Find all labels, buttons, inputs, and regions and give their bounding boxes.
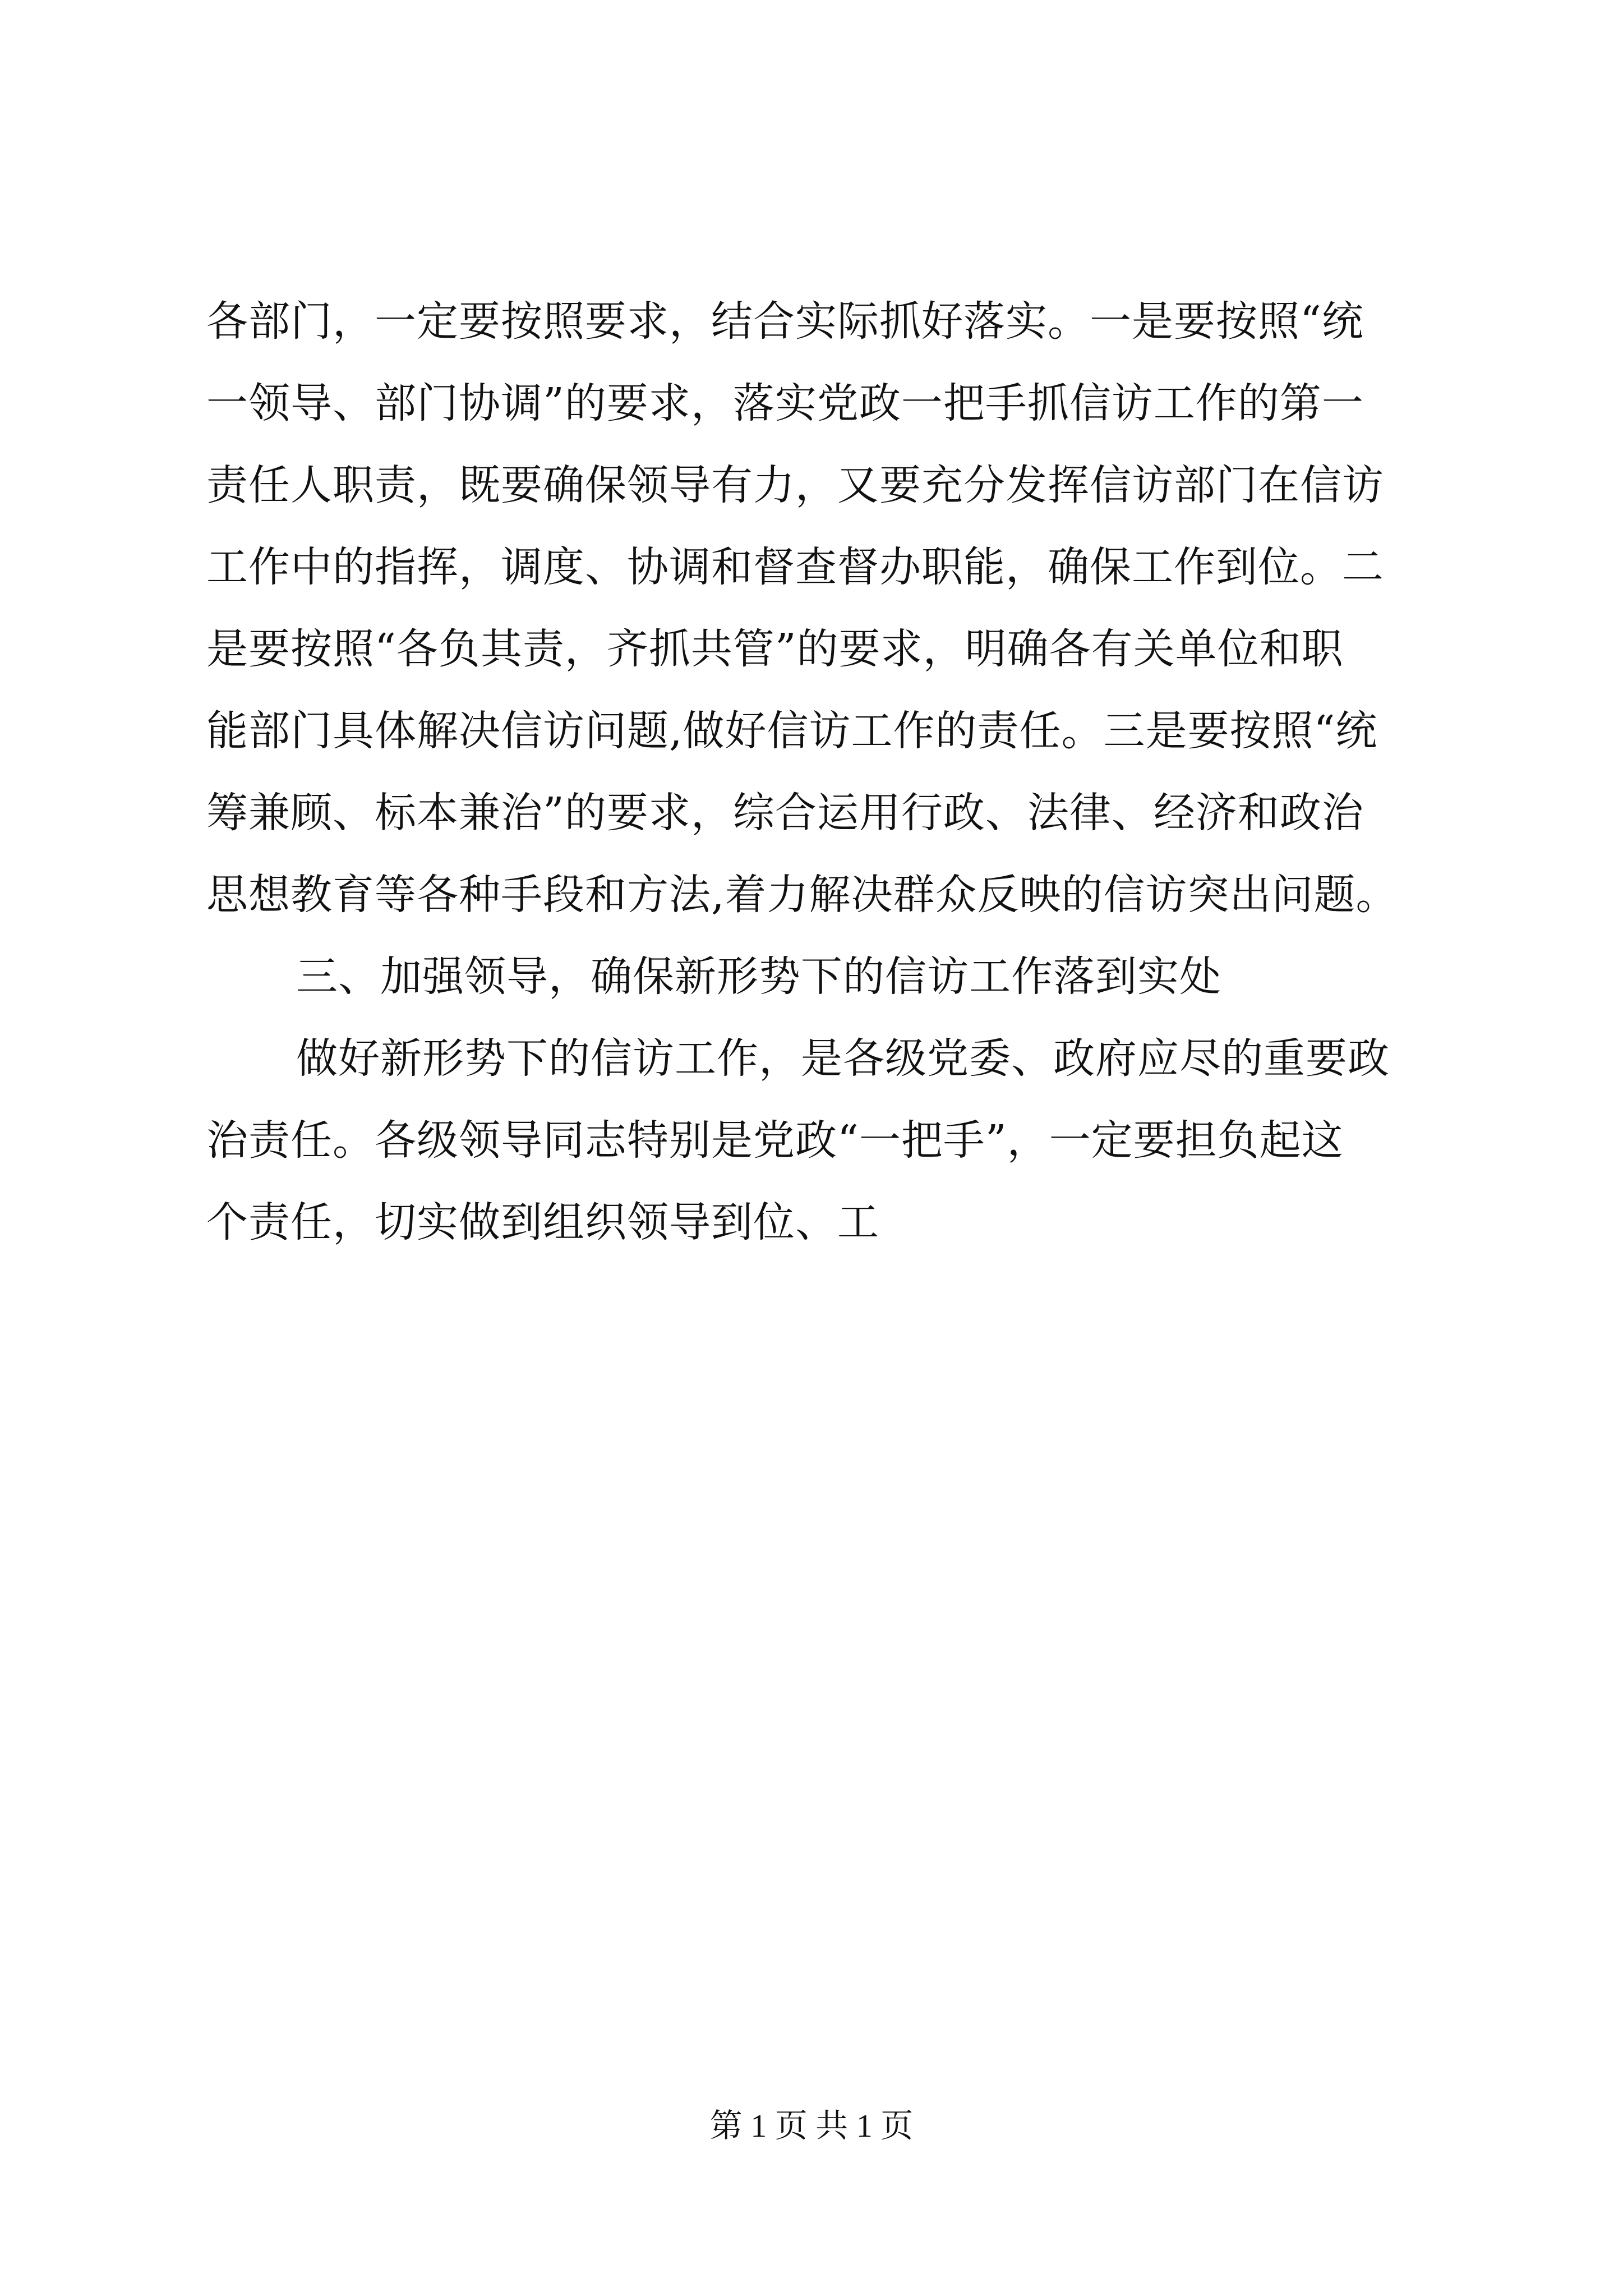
paragraph-line: 各部门，一定要按照要求，结合实际抓好落实。一是要按照“统 [206, 297, 1364, 346]
page-footer: 第 1 页 共 1 页 [709, 2108, 914, 2144]
paragraph-line: 是要按照“各负其责，齐抓共管”的要求，明确各有关单位和职 [206, 625, 1344, 673]
paragraph-line: 思想教育等各种手段和方法,着力解决群众反映的信访突出问题。 [206, 871, 1398, 919]
paragraph-line: 一领导、部门协调”的要求，落实党政一把手抓信访工作的第一 [206, 379, 1364, 427]
paragraph-line: 治责任。各级领导同志特别是党政“一把手”，一定要担负起这 [206, 1116, 1344, 1165]
document-body [206, 280, 1435, 1263]
paragraph-line: 责任人职责，既要确保领导有力，又要充分发挥信访部门在信访 [206, 461, 1384, 509]
paragraph-line: 筹兼顾、标本兼治”的要求，综合运用行政、法律、经济和政治 [206, 789, 1364, 837]
paragraph-line: 能部门具体解决信访问题,做好信访工作的责任。三是要按照“统 [206, 707, 1378, 755]
paragraph-line: 个责任，切实做到组织领导到位、工 [206, 1198, 879, 1246]
paragraph-line: 工作中的指挥，调度、协调和督查督办职能，确保工作到位。二 [206, 543, 1384, 591]
section-heading: 三、加强领导，确保新形势下的信访工作落到实处 [296, 953, 1221, 1001]
paragraph-line: 做好新形势下的信访工作，是各级党委、政府应尽的重要政 [296, 1034, 1390, 1083]
